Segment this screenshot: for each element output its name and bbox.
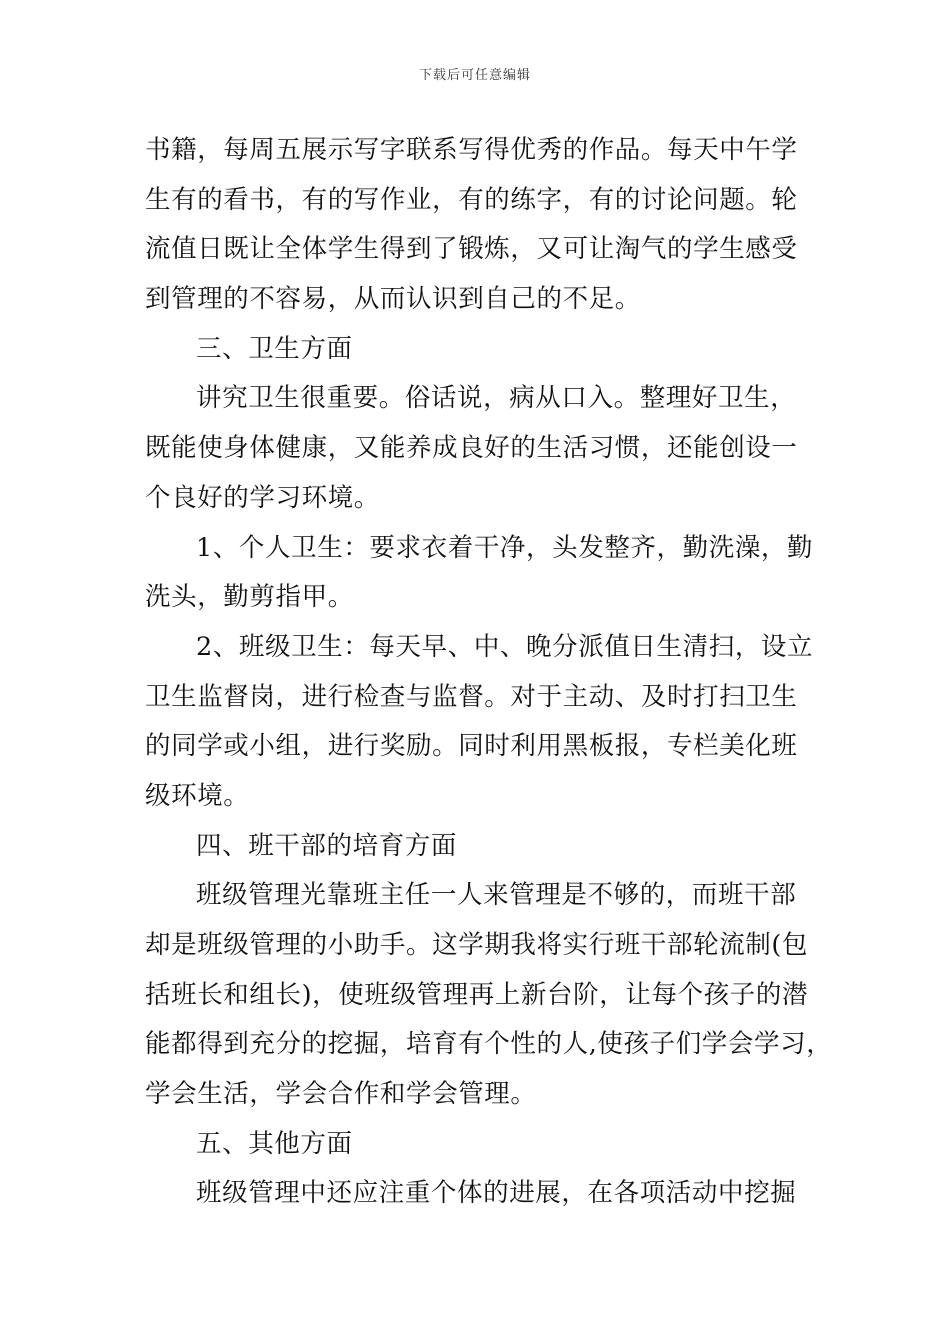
text-line: 括班长和组长)，使班级管理再上新台阶，让每个孩子的潜 [145,979,809,1010]
text-line: 班级管理光靠班主任一人来管理是不够的，而班干部 [196,880,797,911]
paragraph [145,623,815,822]
heading-text: 五、其他方面 [196,1128,353,1159]
paragraph [145,126,815,325]
text-line: 却是班级管理的小助手。这学期我将实行班干部轮流制(包 [145,930,809,960]
page-header: 下载后可任意编辑 [418,68,531,83]
text-line: 能都得到充分的挖掘，培育有个性的人,使孩子们学会学习， [145,1029,833,1060]
text-line: 书籍，每周五展示写字联系写得优秀的作品。每天中午学 [145,135,798,165]
text-line: 的同学或小组，进行奖励。同时利用黑板报，专栏美化班 [145,731,798,762]
text-line: 洗头，勤剪指甲。 [145,582,354,613]
text-line: 既能使身体健康，又能养成良好的生活习惯，还能创设一 [145,433,798,464]
paragraph [145,374,815,523]
text-line: 个良好的学习环境。 [145,482,380,513]
paragraph [145,524,815,623]
section-heading-hygiene [145,325,815,375]
text-line: 流值日既让全体学生得到了锻炼，又可让淘气的学生感受 [145,234,798,265]
text-line: 到管理的不容易，从而认识到自己的不足。 [145,284,641,315]
text-line: 卫生监督岗，进行检查与监督。对于主动、及时打扫卫生 [145,681,798,712]
text-line: 2、班级卫生：每天早、中、晚分派值日生清扫，设立 [196,631,814,662]
heading-text: 四、班干部的培育方面 [196,830,458,861]
text-line: 讲究卫生很重要。俗话说，病从口入。整理好卫生， [196,383,797,414]
text-line: 学会生活，学会合作和学会管理。 [145,1079,537,1110]
section-heading-other [145,1120,815,1170]
paragraph [145,871,833,1119]
text-line: 级环境。 [145,780,250,811]
section-heading-class-cadre [145,822,815,872]
text-line: 生有的看书，有的写作业，有的练字，有的讨论问题。轮 [145,184,798,215]
text-line: 班级管理中还应注重个体的进展，在各项活动中挖掘 [196,1178,797,1209]
document-body [145,126,833,1219]
heading-text: 三、卫生方面 [196,333,353,364]
paragraph [145,1169,815,1219]
text-line: 1、个人卫生：要求衣着干净，头发整齐，勤洗澡，勤 [196,532,814,563]
